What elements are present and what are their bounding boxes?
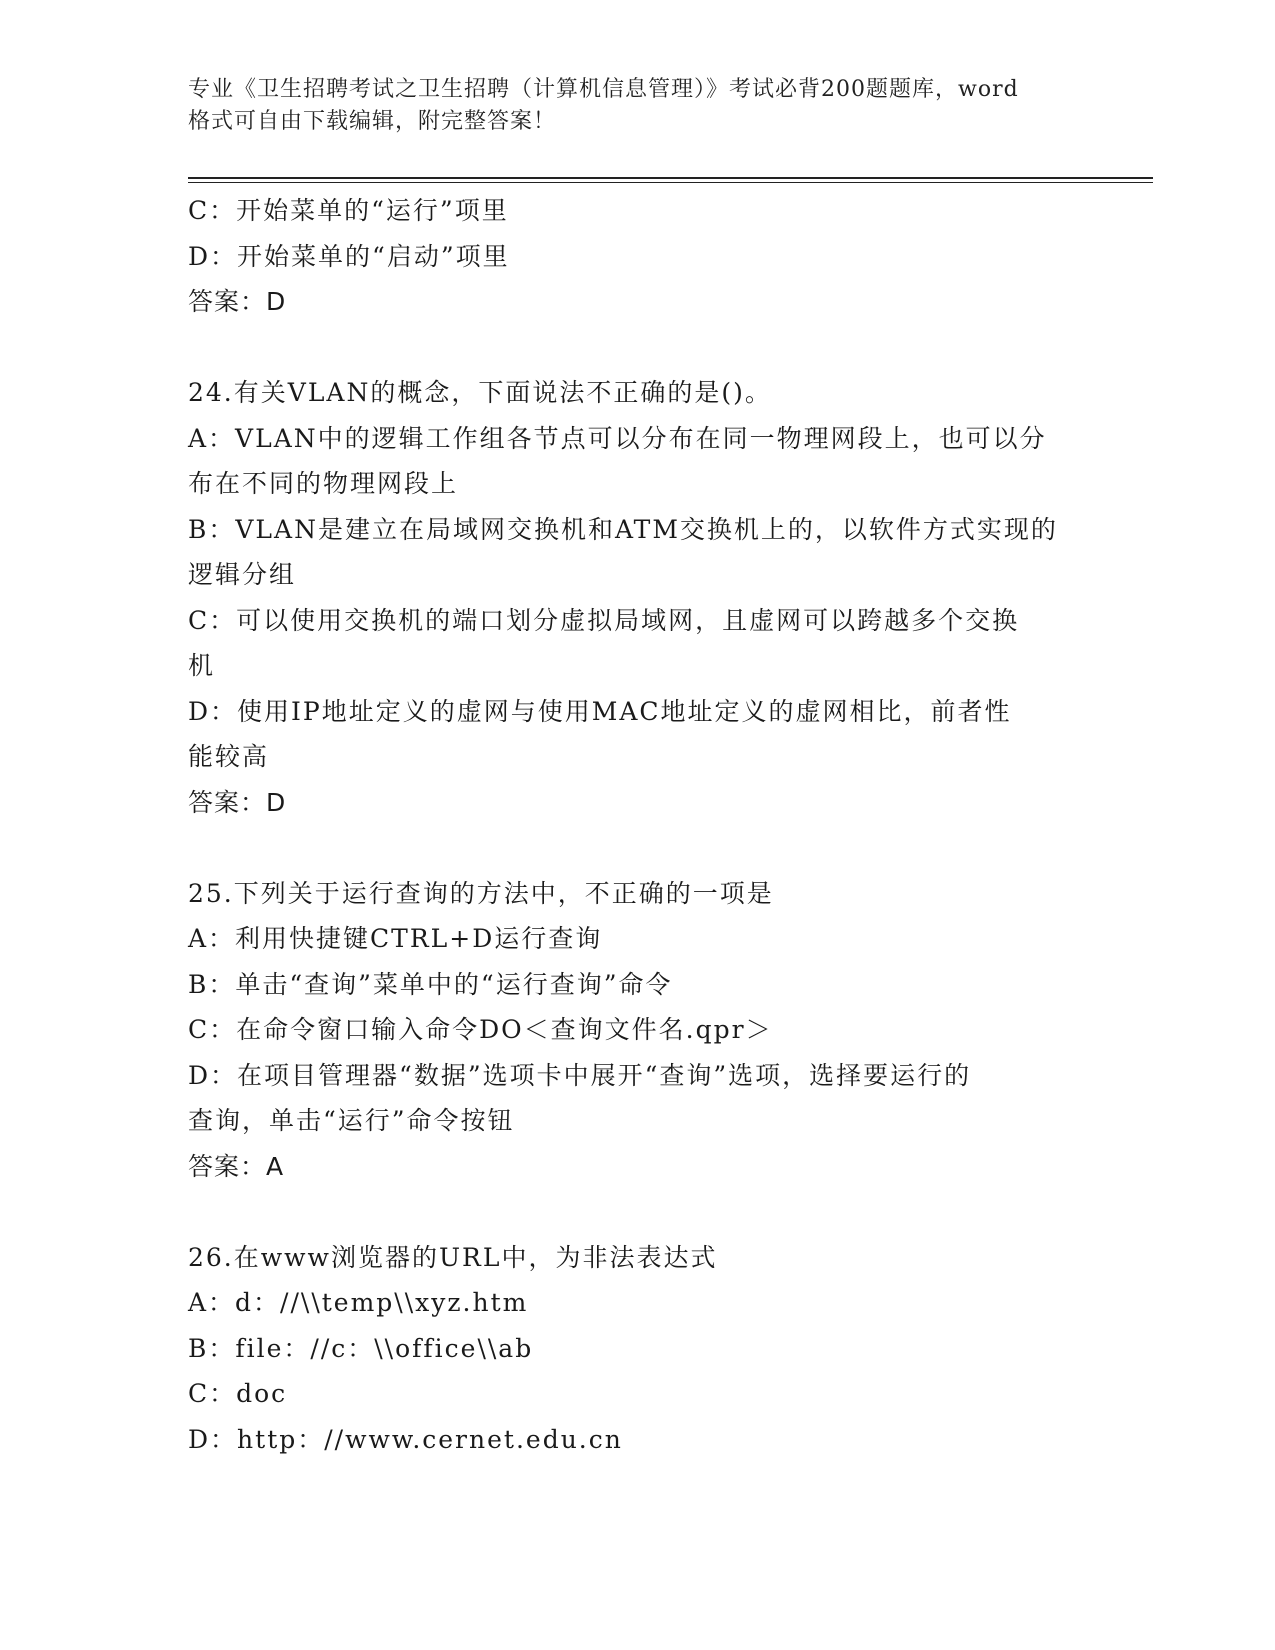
- document-header: [188, 74, 1088, 138]
- option-d: D：使用IP地址定义的虚网与使用MAC地址定义的虚网相比，前者性: [188, 696, 1012, 726]
- question-24-block: [188, 370, 1088, 825]
- option-b: B：VLAN是建立在局域网交换机和ATM交换机上的，以软件方式实现的: [188, 514, 1058, 544]
- document-body: [188, 188, 1088, 1462]
- question-26-block: [188, 1235, 1088, 1463]
- question-23-block: [188, 188, 1088, 325]
- answer-line: 答案：D: [188, 787, 287, 817]
- option-b: B：file：//c：\\office\\ab: [188, 1333, 534, 1363]
- option-c: C：doc: [188, 1379, 288, 1408]
- option-a: A：d：//\\temp\\xyz.htm: [188, 1288, 529, 1317]
- option-d: D：在项目管理器“数据”选项卡中展开“查询”选项，选择要运行的: [188, 1060, 972, 1090]
- header-divider-thin: [188, 182, 1153, 183]
- option-b-continued: 逻辑分组: [188, 560, 297, 589]
- header-divider-thick: [188, 177, 1153, 179]
- option-c: C：可以使用交换机的端口划分虚拟局域网，且虚网可以跨越多个交换: [188, 605, 1020, 635]
- header-line-2: 格式可自由下载编辑，附完整答案！: [188, 109, 557, 134]
- option-d: D：开始菜单的“启动”项里: [188, 241, 510, 271]
- option-d: D：http：//www.cernet.edu.cn: [188, 1424, 623, 1454]
- option-d-continued: 能较高: [188, 742, 270, 771]
- option-b: B：单击“查询”菜单中的“运行查询”命令: [188, 969, 673, 999]
- option-c: C：在命令窗口输入命令DO＜查询文件名.qpr＞: [188, 1015, 773, 1044]
- spacer: [188, 325, 1088, 371]
- answer-line: 答案：D: [188, 287, 287, 316]
- option-c-continued: 机: [188, 651, 216, 680]
- question-text: 26.在www浏览器的URL中，为非法表达式: [188, 1242, 718, 1272]
- option-a: A：VLAN中的逻辑工作组各节点可以分布在同一物理网段上，也可以分: [188, 423, 1047, 453]
- header-line-1: 专业《卫生招聘考试之卫生招聘（计算机信息管理）》考试必背200题题库，word: [188, 77, 1019, 102]
- question-text: 24.有关VLAN的概念，下面说法不正确的是()。: [188, 378, 772, 407]
- answer-line: 答案：A: [188, 1151, 285, 1181]
- question-text: 25.下列关于运行查询的方法中，不正确的一项是: [188, 878, 774, 908]
- option-a-continued: 布在不同的物理网段上: [188, 469, 459, 498]
- spacer: [188, 1189, 1088, 1235]
- option-a: A：利用快捷键CTRL+D运行查询: [188, 924, 603, 953]
- option-d-continued: 查询，单击“运行”命令按钮: [188, 1106, 515, 1135]
- question-25-block: [188, 871, 1088, 1190]
- spacer: [188, 825, 1088, 871]
- option-c: C：开始菜单的“运行”项里: [188, 196, 509, 225]
